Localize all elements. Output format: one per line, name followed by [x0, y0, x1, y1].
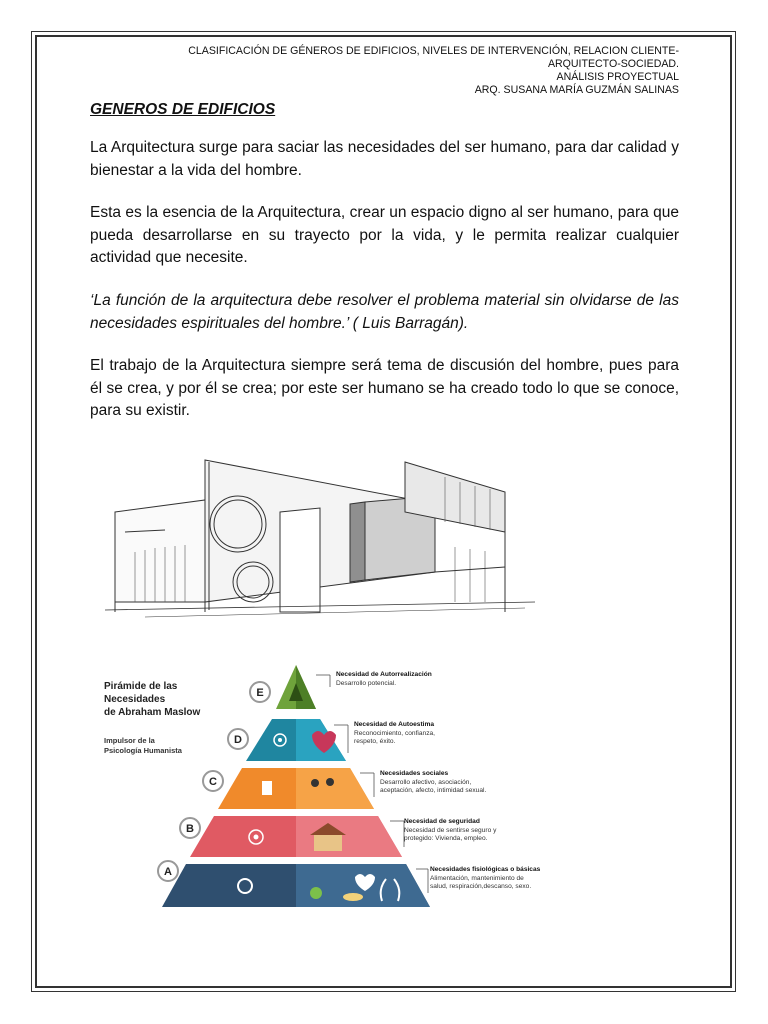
eye-pupil — [278, 738, 282, 742]
badge-b — [180, 818, 200, 838]
architecture-sketch-image — [105, 452, 535, 624]
pyramid-title-line-2: Necesidades — [104, 694, 166, 705]
header-line-3: ANÁLISIS PROYECTUAL — [556, 71, 679, 83]
badge-a — [158, 861, 178, 881]
level-c-desc-2: aceptación, afecto, intimidad sexual. — [380, 787, 487, 795]
level-d-desc-1: Reconocimiento, confianza, — [354, 729, 436, 737]
quote-paragraph: ‘La función de la arquitectura debe resolver el problema material sin olvidarse de las necesidades espirituales del hombre.’ ( Luis Barragán). — [90, 292, 679, 332]
level-a-note — [430, 866, 540, 892]
level-d-title: Necesidad de Autoestima — [354, 721, 435, 728]
level-a-desc-1: Alimentación, mantenimiento de — [430, 874, 524, 882]
food-icon — [310, 887, 322, 899]
bread-icon — [343, 893, 363, 901]
badge-e — [250, 682, 270, 702]
level-d-desc-2: respeto, éxito. — [354, 738, 396, 746]
level-b-desc-1: Necesidad de sentirse seguro y — [404, 826, 497, 834]
level-b-desc-2: protegido: Vivienda, empleo. — [404, 835, 488, 843]
pyramid-title-line-1: Pirámide de las — [104, 681, 178, 692]
level-c-note — [380, 770, 486, 796]
svg-text:E: E — [256, 687, 264, 699]
header-line-2: ARQUITECTO-SOCIEDAD. — [547, 58, 679, 70]
paragraph-1: La Arquitectura surge para saciar las necesidades del ser humano, para dar calidad y bienestar a la vida del hombre. — [90, 139, 679, 179]
svg-text:D: D — [234, 734, 242, 746]
level-e-desc-1: Desarrollo potencial. — [336, 679, 397, 687]
paragraph-2: Esta es la esencia de la Arquitectura, crear un espacio digno al ser humano, para que pueda desarrollarse en su trayecto por la vida, y le permita realizar cualquier actividad que necesite. — [90, 204, 679, 266]
pyramid-level-e-shade — [296, 665, 316, 709]
level-b-note — [404, 818, 496, 844]
pyramid-level-c-shade — [296, 768, 374, 809]
level-a-title: Necesidades fisiológicas o básicas — [430, 866, 541, 873]
level-d-note — [354, 721, 435, 747]
svg-text:A: A — [164, 866, 172, 878]
target-center — [254, 835, 259, 840]
paragraph-3: El trabajo de la Arquitectura siempre será tema de discusión del hombre, pues para él se crea, y por él se crea; por este ser humano se ha creado todo lo que se conoce, para su existir. — [90, 357, 679, 419]
trophy-icon — [262, 781, 272, 795]
pyramid-subtitle-line-1: Impulsor de la — [104, 736, 155, 745]
svg-text:C: C — [209, 776, 217, 788]
pyramid-subtitle-line-2: Psicología Humanista — [104, 746, 182, 755]
level-c-desc-1: Desarrollo afectivo, asociación, — [380, 778, 472, 786]
header-line-4: ARQ. SUSANA MARÍA GUZMÁN SALINAS — [474, 84, 679, 96]
level-b-title: Necesidad de seguridad — [404, 818, 480, 825]
friends-icon-2 — [326, 778, 334, 786]
section-title: GENEROS DE EDIFICIOS — [90, 101, 276, 118]
svg-text:B: B — [186, 823, 194, 835]
house-body — [314, 835, 342, 851]
level-c-title: Necesidades sociales — [380, 770, 449, 777]
pyramid-title-line-3: de Abraham Maslow — [104, 707, 201, 718]
document-header — [119, 45, 679, 97]
header-line-1: CLASIFICACIÓN DE GÉNEROS DE EDIFICIOS, NIVELES DE INTERVENCIÓN, RELACION CLIENTE- — [188, 45, 679, 57]
level-a-desc-2: salud, respiración,descanso, sexo. — [430, 883, 532, 891]
level-e-title: Necesidad de Autorrealización — [336, 671, 432, 678]
badge-d — [228, 729, 248, 749]
level-e-note — [336, 671, 432, 688]
badge-c — [203, 771, 223, 791]
friends-icon — [311, 779, 319, 787]
pyramid-level-b-shade — [296, 816, 402, 857]
